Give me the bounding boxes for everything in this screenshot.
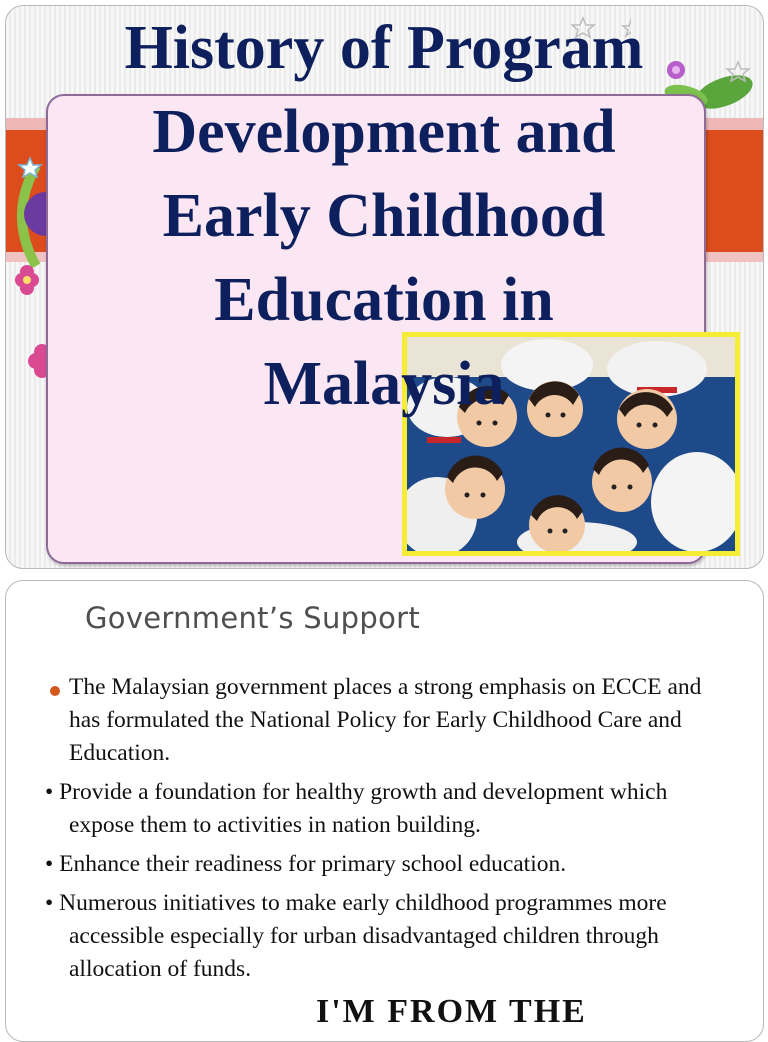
bullet-text: • Enhance their readiness for primary school education. — [45, 851, 567, 877]
bottom-caption: I'M FROM THE — [316, 993, 587, 1030]
bullet-text: • Provide a foundation for healthy growth and development which expose them to activities in nation building. — [45, 779, 668, 838]
slide-heading: Government’s Support — [85, 601, 421, 635]
bullet-text: The Malaysian government places a strong emphasis on ECCE and has formulated the National Policy for Early Childhood Care and Education. — [69, 674, 702, 766]
title-line-3: Early Childhood — [162, 182, 606, 250]
bullet-list — [6, 671, 763, 992]
title-line-5: Malaysia — [263, 350, 505, 418]
title-line-2: Development and — [152, 98, 616, 166]
list-item — [6, 887, 763, 986]
bullet-dot-icon — [50, 686, 60, 696]
title-line-4: Education in — [214, 266, 554, 334]
slide-title — [0, 6, 768, 426]
title-line-1: History of Program — [124, 14, 644, 82]
content-slide — [5, 580, 764, 1042]
list-item — [6, 776, 763, 842]
list-item — [6, 671, 763, 770]
bullet-text: • Numerous initiatives to make early childhood programmes more accessible especially for urban disadvantaged children through allocation of funds. — [45, 890, 667, 982]
list-item — [6, 848, 763, 881]
